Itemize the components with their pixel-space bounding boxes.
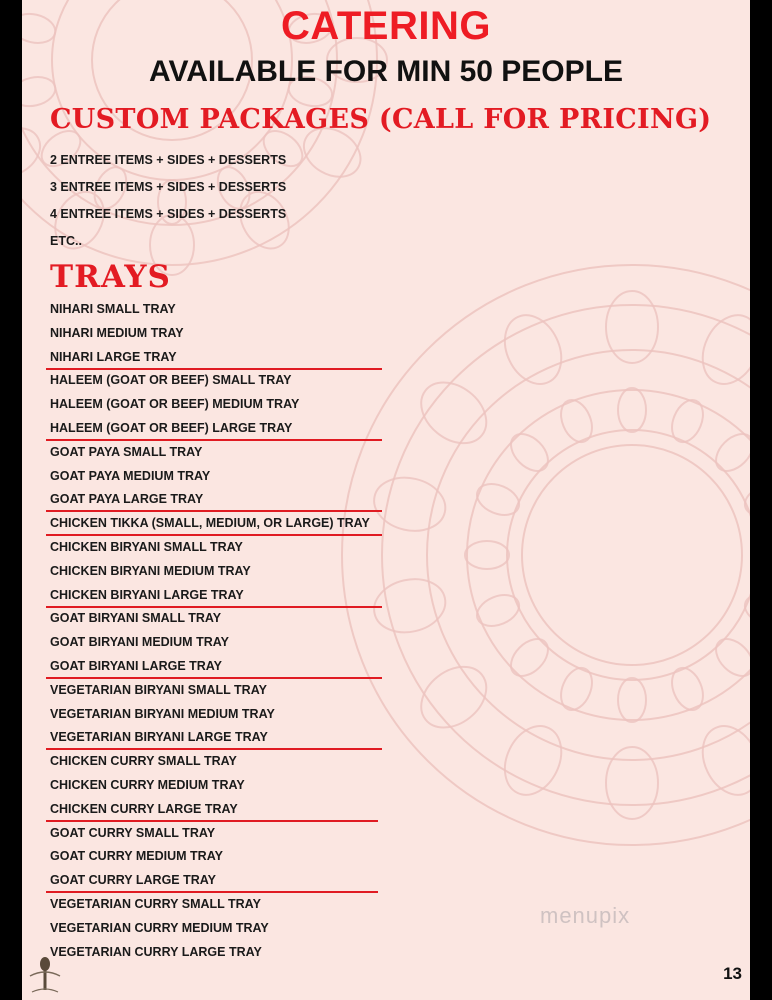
package-item: 4 ENTREE ITEMS + SIDES + DESSERTS (50, 207, 287, 221)
tray-item: GOAT PAYA SMALL TRAY (50, 444, 203, 459)
tray-item: VEGETARIAN CURRY SMALL TRAY (50, 897, 261, 911)
tray-item: CHICKEN CURRY MEDIUM TRAY (50, 778, 245, 792)
tray-item: CHICKEN CURRY SMALL TRAY (50, 754, 237, 769)
section-divider (46, 534, 382, 536)
page-title: CATERING (281, 4, 491, 48)
tray-item: CHICKEN BIRYANI SMALL TRAY (50, 540, 243, 554)
tray-item: HALEEM (GOAT OR BEEF) LARGE TRAY (50, 421, 293, 435)
section-divider (46, 748, 382, 750)
tray-item: NIHARI MEDIUM TRAY (50, 325, 184, 340)
tray-item: NIHARI LARGE TRAY (50, 349, 177, 364)
spoon-logo-icon (26, 956, 64, 998)
tray-item: VEGETARIAN BIRYANI LARGE TRAY (50, 730, 268, 745)
tray-item: GOAT BIRYANI MEDIUM TRAY (50, 635, 229, 650)
package-item: 3 ENTREE ITEMS + SIDES + DESSERTS (50, 180, 287, 194)
tray-item: CHICKEN BIRYANI LARGE TRAY (50, 587, 244, 602)
tray-item: CHICKEN BIRYANI MEDIUM TRAY (50, 563, 251, 578)
tray-item: VEGETARIAN CURRY MEDIUM TRAY (50, 920, 269, 935)
tray-item: HALEEM (GOAT OR BEEF) SMALL TRAY (50, 373, 292, 388)
menu-page (22, 0, 750, 1000)
tray-item: NIHARI SMALL TRAY (50, 302, 176, 316)
page-subtitle: AVAILABLE FOR MIN 50 PEOPLE (149, 55, 623, 88)
tray-item: GOAT PAYA MEDIUM TRAY (50, 468, 211, 483)
tray-item: VEGETARIAN BIRYANI SMALL TRAY (50, 682, 267, 697)
tray-item: GOAT BIRYANI SMALL TRAY (50, 611, 222, 626)
tray-item: VEGETARIAN BIRYANI MEDIUM TRAY (50, 706, 275, 721)
section-divider (46, 439, 382, 441)
section-divider (46, 891, 378, 893)
tray-item: HALEEM (GOAT OR BEEF) MEDIUM TRAY (50, 397, 300, 412)
tray-item: GOAT CURRY MEDIUM TRAY (50, 849, 223, 864)
tray-item: GOAT CURRY LARGE TRAY (50, 873, 216, 888)
section-divider (46, 368, 382, 370)
tray-item: CHICKEN CURRY LARGE TRAY (50, 801, 238, 816)
tray-item: GOAT PAYA LARGE TRAY (50, 492, 204, 507)
tray-item: VEGETARIAN CURRY LARGE TRAY (50, 944, 262, 959)
section-divider (46, 677, 382, 679)
trays-heading: TRAYS (50, 259, 171, 295)
section-divider (46, 606, 382, 608)
tray-item: GOAT BIRYANI LARGE TRAY (50, 659, 223, 673)
packages-heading: CUSTOM PACKAGES (CALL FOR PRICING) (50, 104, 712, 135)
package-item: ETC.. (50, 234, 82, 248)
watermark: menupix (540, 903, 631, 928)
section-divider (46, 820, 378, 822)
tray-item: GOAT CURRY SMALL TRAY (50, 825, 216, 840)
tray-item: CHICKEN TIKKA (SMALL, MEDIUM, OR LARGE) TRAY (50, 516, 370, 531)
page-number: 13 (723, 964, 742, 983)
section-divider (46, 510, 382, 512)
package-item: 2 ENTREE ITEMS + SIDES + DESSERTS (50, 153, 287, 167)
